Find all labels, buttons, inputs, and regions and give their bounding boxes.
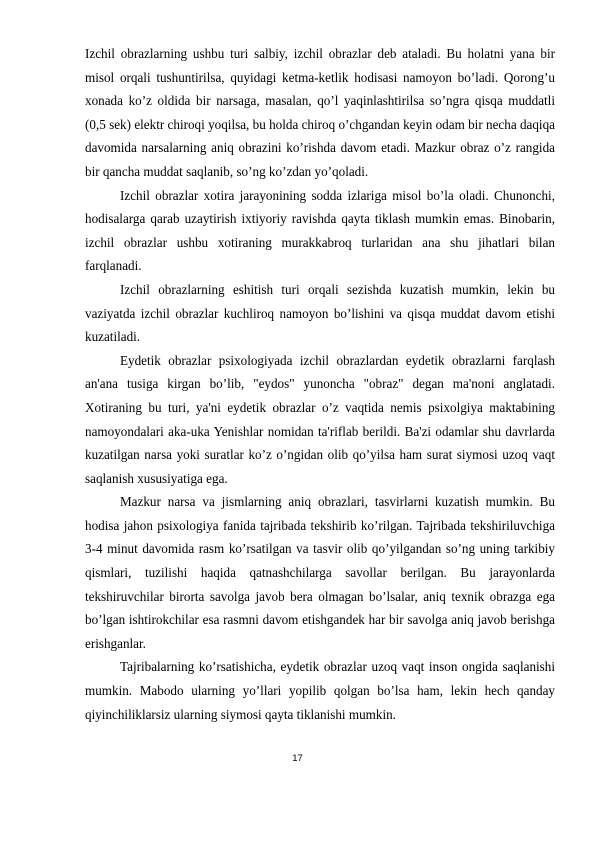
paragraph-5: Mazkur narsa va jismlarning aniq obrazlari, tasvirlarni kuzatish mumkin. Bu hodisa jahon psixologiya fanida tajribada tekshirib ko’rilgan. Tajribada tekshiriluvchiga 3-4 minut davomida rasm ko’rsatilgan va tasvir olib qo’yilgandan so’ng uning tarkibiy qismlari, tuzilishi haqida qatnashchilarga savollar berilgan. Bu jarayonlarda tekshiruvchilar birorta savolga javob bera olmagan bo’lsalar, aniq texnik obrazga ega bo’lgan ishtirokchilar esa rasmni davom etishgandek har bir savolga aniq javob berishga erishganlar. (85, 494, 555, 651)
paragraph-2: Izchil obrazlar xotira jarayonining sodda izlariga misol bo’la oladi. Chunonchi, hodisalarga qarab uzaytirish ixtiyoriy ravishda qayta tiklash mumkin emas. Binobarin, izchil obrazlar ushbu xotiraning murakkabroq turlaridan ana shu jihatlari bilan farqlanadi. (85, 187, 555, 274)
paragraph-4: Eydetik obrazlar psixologiyada izchil obrazlardan eydetik obrazlarni farqlash an'ana tusiga kirgan bo’lib, "eydos" yunoncha "obraz" degan ma'noni anglatadi. Xotiraning bu turi, ya'ni eydetik obrazlar o’z vaqtida nemis psixolgiya maktabining namoyondalari aka-uka Yenishlar nomidan ta'riflab berildi. Ba'zi odamlar shu davrlarda kuzatilgan narsa yoki suratlar ko’z o’ngidan olib qo’yilsa ham surat siymosi uzoq vaqt saqlanish xususiyatiga ega. (85, 352, 555, 486)
paragraph-3: Izchil obrazlarning eshitish turi orqali sezishda kuzatish mumkin, lekin bu vaziyatda izchil obrazlar kuchliroq namoyon bo’lishini va qisqa muddat davom etishi kuzatiladi. (85, 281, 555, 345)
paragraph-6: Tajribalarning ko’rsatishicha, eydetik obrazlar uzoq vaqt inson ongida saqlanishi mumkin. Mabodo ularning yo’llari yopilib qolgan bo’lsa ham, lekin hech qanday qiyinchiliklarsiz ularning siymosi qayta tiklanishi mumkin. (85, 659, 555, 722)
paragraph-1: Izchil obrazlarning ushbu turi salbiy, izchil obrazlar deb ataladi. Bu holatni yana bir misol orqali tushuntirilsa, quyidagi ketma-ketlik hodisasi namoyon bo’ladi. Qorong’u xonada ko’z oldida bir narsaga, masalan, qo’l yaqinlashtirilsa so’ngra qisqa muddatli (0,5 sek) elektr chiroqi yoqilsa, bu holda chiroq o’chgandan keyin odam bir necha daqiqa davomida narsalarning aniq obrazini ko’rishda davom etadi. Mazkur obraz o’z rangida bir qancha muddat saqlanib, so’ng ko’zdan yo’qoladi. (85, 46, 555, 179)
body-text (85, 42, 555, 726)
page-number: 17 (292, 753, 303, 764)
